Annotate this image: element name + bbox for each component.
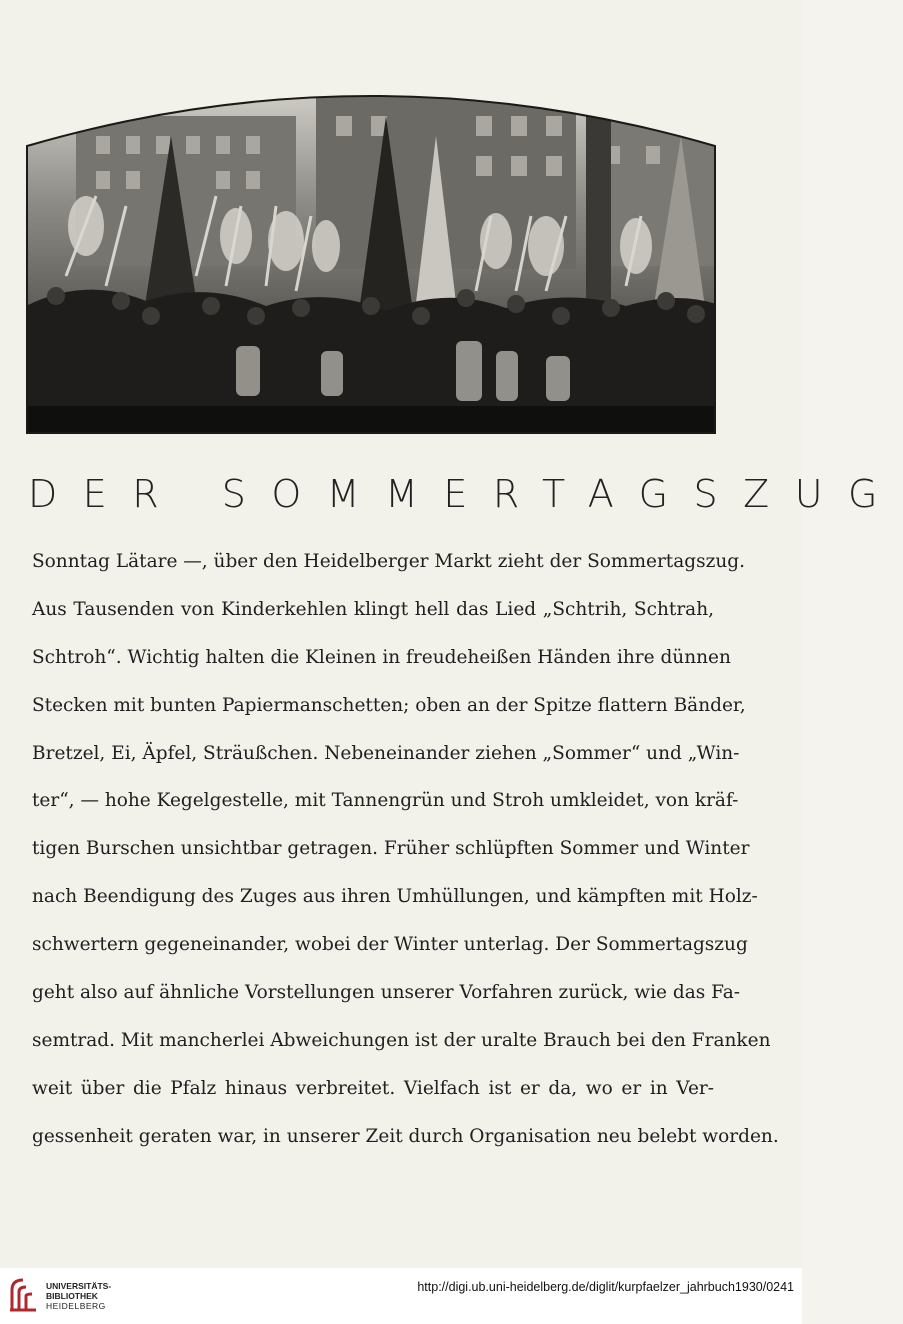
- library-name: [46, 1281, 111, 1311]
- paragraph-line: semtrad. Mit mancherlei Abweichungen ist der uralte Brauch bei den Franken: [32, 1029, 771, 1051]
- paragraph-line: weit über die Pfalz hinaus verbreitet. Vielfach ist er da, wo er in Ver-: [32, 1077, 714, 1099]
- ub-heidelberg-logo-icon[interactable]: [8, 1276, 38, 1314]
- paragraph-line: Stecken mit bunten Papiermanschetten; oben an der Spitze flattern Bänder,: [32, 694, 746, 716]
- library-name-line: HEIDELBERG: [46, 1301, 106, 1311]
- sommertagszug-photograph: [26, 76, 716, 434]
- paragraph-line: tigen Burschen unsichtbar getragen. Früher schlüpften Sommer und Winter: [32, 838, 750, 860]
- library-name-line: BIBLIOTHEK: [46, 1291, 98, 1301]
- paragraph-line: Schtroh“. Wichtig halten die Kleinen in freudeheißen Händen ihre dünnen: [32, 646, 731, 668]
- paragraph-line: geht also auf ähnliche Vorstellungen unserer Vorfahren zurück, wie das Fa-: [32, 982, 740, 1004]
- footer-bar: [0, 1268, 802, 1324]
- paragraph-line: Aus Tausenden von Kinderkehlen klingt hell das Lied „Schtrih, Schtrah,: [32, 598, 714, 620]
- paragraph-line: nach Beendigung des Zuges aus ihren Umhüllungen, und kämpften mit Holz-: [32, 886, 758, 908]
- paragraph-line: Bretzel, Ei, Äpfel, Sträußchen. Nebeneinander ziehen „Sommer“ und „Win-: [32, 742, 740, 764]
- paragraph-line: ter“, — hohe Kegelgestelle, mit Tannengrün und Stroh umkleidet, von kräf-: [32, 790, 739, 812]
- library-name-line: UNIVERSITÄTS-: [46, 1281, 112, 1291]
- article-heading: DER SOMMERTAGSZUG: [28, 472, 903, 516]
- article-paragraph: [32, 538, 779, 1161]
- paragraph-line: schwertern gegeneinander, wobei der Winter unterlag. Der Sommertagszug: [32, 934, 748, 956]
- paragraph-line: Sonntag Lätare —, über den Heidelberger Markt zieht der Sommertagszug.: [32, 551, 745, 572]
- paragraph-line: gessenheit geraten war, in unserer Zeit durch Organisation neu belebt worden.: [32, 1125, 779, 1147]
- permalink-url[interactable]: http://digi.ub.uni-heidelberg.de/diglit/kurpfaelzer_jahrbuch1930/0241: [417, 1280, 794, 1294]
